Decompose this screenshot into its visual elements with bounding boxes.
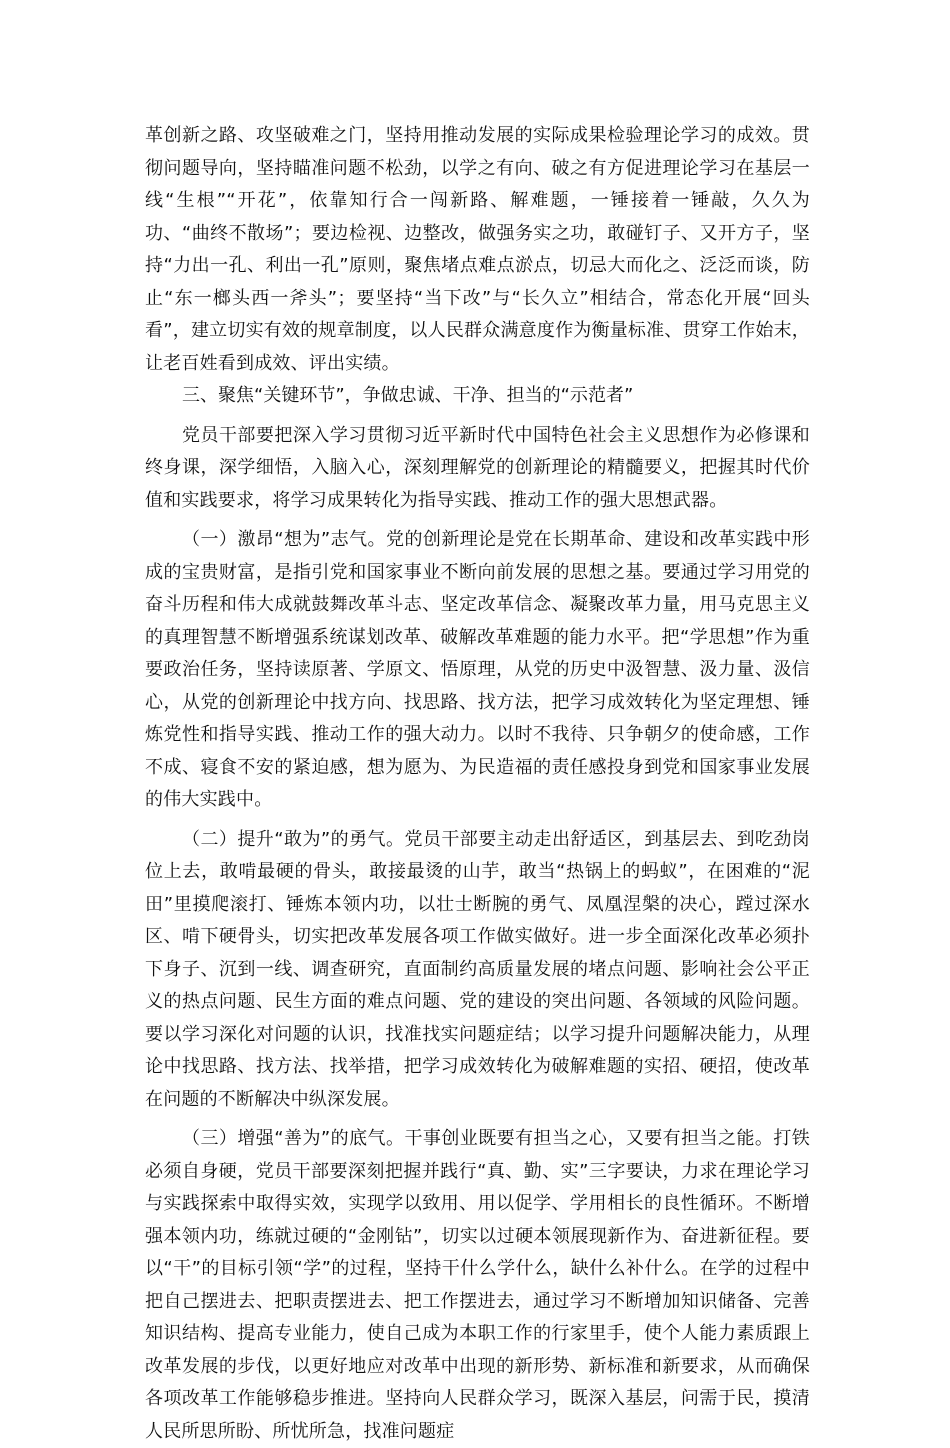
section-heading-three: 三、聚焦“关键环节”，争做忠诚、干净、担当的“示范者”: [182, 385, 634, 406]
paragraph-subsection-three: （三）增强“善为”的底气。干事创业既要有担当之心，又要有担当之能。打铁必须自身硬，党员干部要深刻把握并践行“真、勤、实”三字要诀，力求在理论学习与实践探索中取得实效，实现学以致用、用以促学、学用相长的良性循环。不断增强本领内功，练就过硬的“金刚钻”，切实以过硬本领展现新作为、奋进新征程。要以“干”的目标引领“学”的过程，坚持干什么学什么，缺什么补什么。在学的过程中把自己摆进去、把职责摆进去、把工作摆进去，通过学习不断增加知识储备、完善知识结构、提高专业能力，使自己成为本职工作的行家里手，使个人能力素质跟上改革发展的步伐，以更好地应对改革中出现的新形势、新标准和新要求，从而确保各项改革工作能够稳步推进。坚持向人民群众学习，既深入基层，问需于民，摸清人民所思所盼、所忧所急，找准问题症: [145, 1128, 810, 1442]
paragraph-subsection-one: （一）激昂“想为”志气。党的创新理论是党在长期革命、建设和改革实践中形成的宝贵财富，是指引党和国家事业不断向前发展的思想之基。要通过学习用党的奋斗历程和伟大成就鼓舞改革斗志、坚定改革信念、凝聚改革力量，用马克思主义的真理智慧不断增强系统谋划改革、破解改革难题的能力水平。把“学思想”作为重要政治任务，坚持读原著、学原文、悟原理，从党的历史中汲智慧、汲力量、汲信心，从党的创新理论中找方向、找思路、找方法，把学习成效转化为坚定理想、锤炼党性和指导实践、推动工作的强大动力。以时不我待、只争朝夕的使命感，工作不成、寝食不安的紧迫感，想为愿为、为民造福的责任感投身到党和国家事业发展的伟大实践中。: [145, 529, 810, 810]
paragraph-subsection-two: （二）提升“敢为”的勇气。党员干部要主动走出舒适区，到基层去、到吃劲岗位上去，敢啃最硬的骨头，敢接最烫的山芋，敢当“热锅上的蚂蚁”，在困难的“泥田”里摸爬滚打、锤炼本领内功，以壮士断腕的勇气、凤凰涅槃的决心，蹚过深水区、啃下硬骨头，切实把改革发展各项工作做实做好。进一步全面深化改革必须扑下身子、沉到一线、调查研究，直面制约高质量发展的堵点问题、影响社会公平正义的热点问题、民生方面的难点问题、党的建设的突出问题、各领域的风险问题。要以学习深化对问题的认识，找准找实问题症结；以学习提升问题解决能力，从理论中找思路、找方法、找举措，把学习成效转化为破解难题的实招、硬招，使改革在问题的不断解决中纵深发展。: [145, 828, 810, 1110]
paragraph-intro: 党员干部要把深入学习贯彻习近平新时代中国特色社会主义思想作为必修课和终身课，深学细悟，入脑入心，深刻理解党的创新理论的精髓要义，把握其时代价值和实践要求，将学习成果转化为指导实践、推动工作的强大思想武器。: [145, 424, 810, 511]
document-page: [145, 120, 810, 1448]
paragraph-continuation: 革创新之路、攻坚破难之门，坚持用推动发展的实际成果检验理论学习的成效。贯彻问题导向，坚持瞄准问题不松劲，以学之有向、破之有方促进理论学习在基层一线“生根”“开花”，依靠知行合一闯新路、解难题，一锤接着一锤敲，久久为功、“曲终不散场”；要边检视、边整改，做强务实之功，敢碰钉子、又开方子，坚持“力出一孔、利出一孔”原则，聚焦堵点难点淤点，切忌大而化之、泛泛而谈，防止“东一榔头西一斧头”；要坚持“当下改”与“长久立”相结合，常态化开展“回头看”，建立切实有效的规章制度，以人民群众满意度作为衡量标准、贯穿工作始末，让老百姓看到成效、评出实绩。: [145, 125, 810, 374]
